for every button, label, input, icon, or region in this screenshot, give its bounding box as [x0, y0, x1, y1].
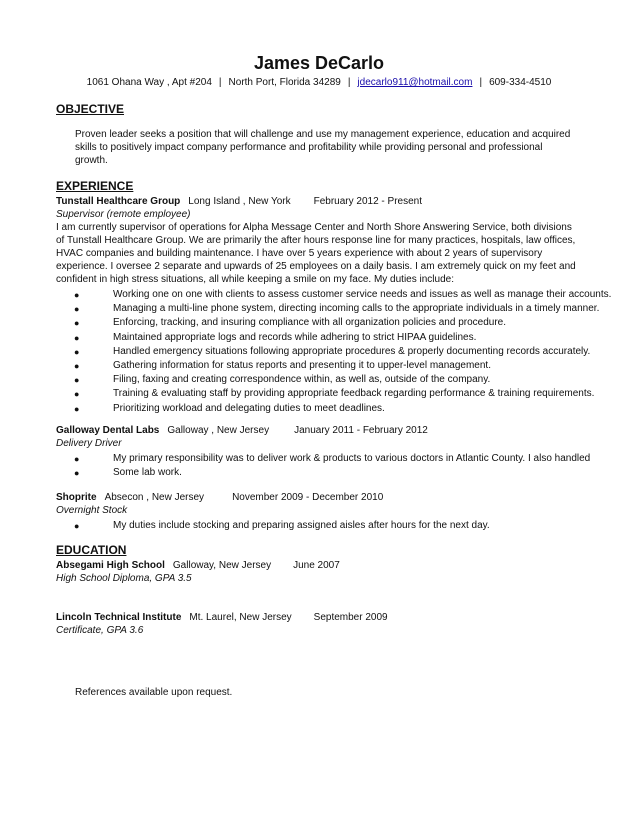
- list-item: ● Prioritizing workload and delegating duties to meet deadlines.: [56, 402, 582, 416]
- job-entry: [56, 195, 612, 416]
- list-item: ● Managing a multi-line phone system, directing incoming calls to the appropriate individuals in a timely manner.: [56, 302, 582, 316]
- list-item: ● My duties include stocking and preparing assigned aisles after hours for the next day.: [56, 519, 582, 533]
- bullet-icon: ●: [74, 332, 80, 343]
- job-entry: [56, 424, 591, 480]
- bullet-icon: ●: [74, 346, 80, 357]
- address: 1061 Ohana Way , Apt #204: [86, 77, 212, 88]
- bullet-icon: ●: [74, 290, 80, 300]
- bullet-icon: ●: [74, 468, 80, 479]
- credential: High School Diploma, GPA 3.5: [56, 573, 192, 584]
- list-item: ● Enforcing, tracking, and insuring compliance with all organization policies and procedure.: [56, 316, 582, 330]
- bullet-icon: ●: [74, 521, 80, 531]
- job-dates: November 2009 - December 2010: [232, 492, 384, 503]
- list-item: ● Some lab work.: [56, 466, 582, 480]
- duties-list: [56, 288, 612, 416]
- school-location: Mt. Laurel, New Jersey: [189, 612, 292, 623]
- separator: |: [218, 77, 222, 88]
- job-location: Long Island , New York: [188, 196, 291, 207]
- phone: 609-334-4510: [489, 77, 552, 88]
- bullet-icon: ●: [74, 318, 80, 329]
- objective-text: Proven leader seeks a position that will challenge and use my management experience, education and acquired skills to positively impact company performance and profitability while providing personal and professional growth.: [75, 129, 571, 166]
- email-link[interactable]: jdecarlo911@hotmail.com: [357, 77, 473, 88]
- separator: |: [347, 77, 351, 88]
- company-name: Tunstall Healthcare Group: [56, 196, 181, 207]
- bullet-icon: ●: [74, 375, 80, 386]
- experience-heading: EXPERIENCE: [56, 179, 134, 193]
- duties-list: [56, 519, 582, 533]
- school-date: June 2007: [293, 560, 340, 571]
- list-item: ● Handled emergency situations following appropriate procedures & properly documenting records accurately.: [56, 345, 582, 359]
- job-title: Delivery Driver: [56, 438, 122, 449]
- credential: Certificate, GPA 3.6: [56, 625, 144, 636]
- school-name: Absegami High School: [56, 560, 165, 571]
- education-heading: EDUCATION: [56, 543, 127, 557]
- contact-line: [0, 76, 638, 89]
- job-location: Absecon , New Jersey: [104, 492, 205, 503]
- job-dates: January 2011 - February 2012: [294, 425, 428, 436]
- school-location: Galloway, New Jersey: [172, 560, 272, 571]
- references-note: References available upon request.: [75, 687, 233, 698]
- list-item: ● Maintained appropriate logs and records while adhering to strict HIPAA guidelines.: [56, 331, 582, 345]
- bullet-icon: ●: [74, 389, 80, 400]
- bullet-icon: ●: [74, 403, 80, 414]
- school-name: Lincoln Technical Institute: [56, 612, 182, 623]
- company-name: Galloway Dental Labs: [56, 425, 160, 436]
- job-title: Overnight Stock: [56, 505, 128, 516]
- applicant-name: James DeCarlo: [253, 53, 385, 73]
- school-date: September 2009: [313, 612, 388, 623]
- job-summary: I am currently supervisor of operations for Alpha Message Center and North Shore Answering Service, both divisions of Tunstall Healthcare Group. We are primarily the after hours response line for many practices, hospitals, law offices, HVAC companies and building maintenance. I have over 5 years experience with about 2 years of supervisory experience. I oversee 2 separate and upwards of 25 employees on a daily basis. I am extremely quick on my feet and confident in high stress situations, all while keeping a smile on my face. My duties include:: [56, 222, 576, 285]
- list-item: ● Training & evaluating staff by providing appropriate feedback regarding performance & training requirements.: [56, 387, 582, 401]
- bullet-icon: ●: [74, 361, 80, 372]
- list-item: ● Filing, faxing and creating correspondence within, as well as, outside of the company.: [56, 373, 582, 387]
- education-entry: [56, 559, 582, 585]
- job-dates: February 2012 - Present: [313, 196, 422, 207]
- education-entry: [56, 611, 582, 637]
- job-entry: [56, 491, 582, 533]
- list-item: ● Gathering information for status reports and presenting it to upper-level management.: [56, 359, 582, 373]
- objective-heading: OBJECTIVE: [56, 102, 125, 116]
- list-item: ● Working one on one with clients to assess customer service needs and issues as well as manage their accounts.: [56, 288, 582, 302]
- separator: |: [479, 77, 483, 88]
- company-name: Shoprite: [56, 492, 97, 503]
- job-location: Galloway , New Jersey: [167, 425, 270, 436]
- city-state: North Port, Florida 34289: [228, 77, 341, 88]
- job-title: Supervisor (remote employee): [56, 209, 191, 220]
- bullet-icon: ●: [74, 304, 80, 315]
- bullet-icon: ●: [74, 454, 80, 464]
- list-item: ● My primary responsibility was to deliver work & products to various doctors in Atlantic County. I also handled: [56, 452, 582, 466]
- duties-list: [56, 452, 591, 480]
